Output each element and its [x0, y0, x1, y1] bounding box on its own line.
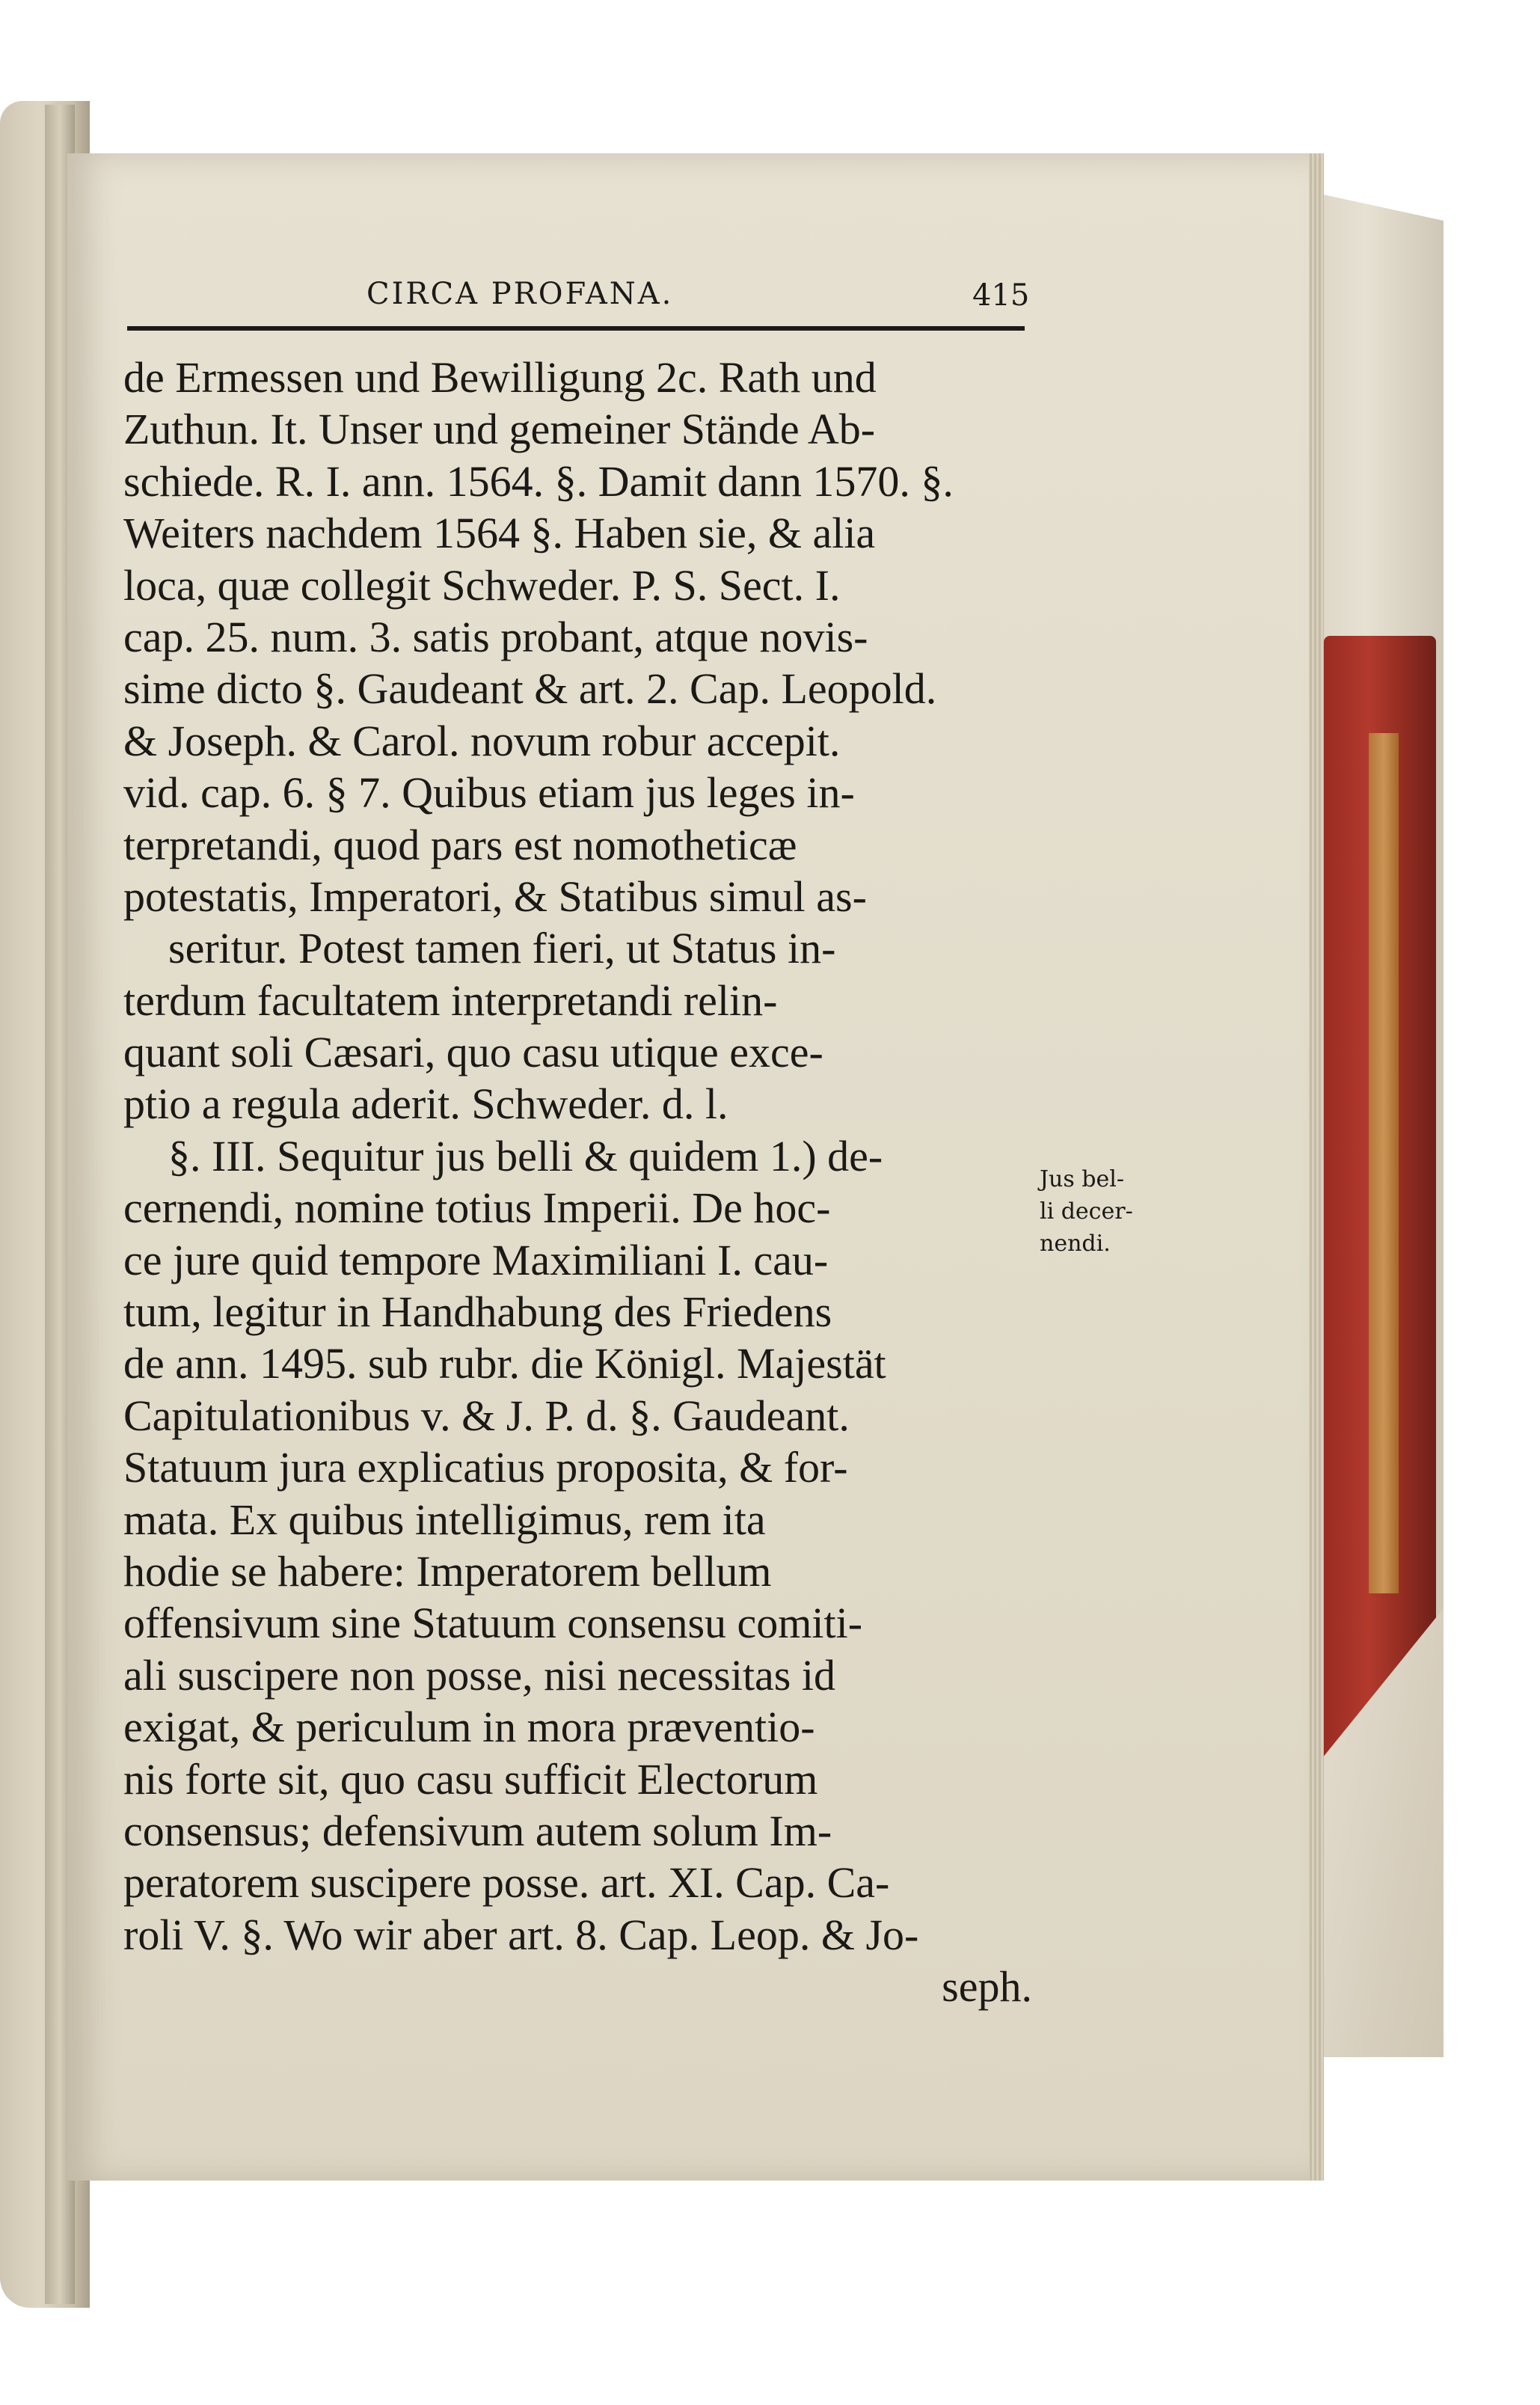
text-line: Zuthun. It. Unser und gemeiner Stände Ab-	[123, 405, 876, 454]
text-line: Statuum jura explicatius proposita, & for-	[123, 1443, 848, 1492]
text-line: ali suscipere non posse, nisi necessitas id	[123, 1650, 835, 1700]
text-line: de ann. 1495. sub rubr. die Königl. Majestät	[123, 1339, 886, 1388]
text-line: Weiters nachdem 1564 §. Haben sie, & alia	[123, 509, 876, 558]
text-line: nis forte sit, quo casu sufficit Electorum	[123, 1754, 818, 1804]
text-line: seph.	[942, 1962, 1032, 2012]
text-line: vid. cap. 6. § 7. Quibus etiam jus leges in-	[123, 768, 855, 818]
text-line: cap. 25. num. 3. satis probant, atque novis-	[123, 612, 868, 661]
header-rule	[127, 326, 1025, 331]
text-line: consensus; defensivum autem solum Im-	[123, 1806, 832, 1855]
text-line: quant soli Cæsari, quo casu utique exce-	[123, 1028, 823, 1077]
page-number: 415	[972, 278, 1030, 313]
text-line: Capitulationibus v. & J. P. d. §. Gaudeant.	[123, 1391, 850, 1440]
margin-note-line: nendi.	[1040, 1231, 1111, 1257]
text-line: terdum facultatem interpretandi relin-	[123, 975, 778, 1025]
text-line: terpretandi, quod pars est nomotheticæ	[123, 820, 797, 869]
text-line: de Ermessen und Bewilligung 2c. Rath und	[123, 353, 877, 402]
running-head: CIRCA PROFANA.	[366, 277, 674, 311]
body-text	[123, 352, 1032, 2013]
margin-note-line: Jus bel-	[1040, 1166, 1124, 1192]
text-line: ptio a regula aderit. Schweder. d. l.	[123, 1079, 728, 1129]
text-line: mata. Ex quibus intelligimus, rem ita	[123, 1495, 766, 1544]
text-line: potestatis, Imperatori, & Statibus simul as-	[123, 871, 867, 921]
text-line: hodie se habere: Imperatorem bellum	[123, 1546, 772, 1596]
text-line: cernendi, nomine totius Imperii. De hoc-	[123, 1183, 831, 1233]
text-line: tum, legitur in Handhabung des Friedens	[123, 1287, 832, 1337]
text-line: & Joseph. & Carol. novum robur accepit.	[123, 716, 841, 765]
margin-note-line: li decer-	[1040, 1198, 1133, 1225]
margin-note	[1040, 1163, 1167, 1260]
text-line: ce jure quid tempore Maximiliani I. cau-	[123, 1235, 829, 1284]
text-line: exigat, & periculum in mora præventio-	[123, 1703, 815, 1752]
text-line: offensivum sine Statuum consensu comiti-	[123, 1599, 863, 1648]
text-line: peratorem suscipere posse. art. XI. Cap. Ca-	[123, 1858, 890, 1908]
text-line: sime dicto §. Gaudeant & art. 2. Cap. Leopold.	[123, 664, 937, 714]
text-line: schiede. R. I. ann. 1564. §. Damit dann 1570. §.	[123, 456, 954, 506]
gilt-spine-decoration	[1369, 733, 1399, 1593]
text-line: §. III. Sequitur jus belli & quidem 1.) de-	[168, 1131, 883, 1180]
text-line: loca, quæ collegit Schweder. P. S. Sect. I.	[123, 560, 841, 610]
text-line: roli V. §. Wo wir aber art. 8. Cap. Leop. & Jo-	[123, 1910, 919, 1959]
text-line: seritur. Potest tamen fieri, ut Status in-	[168, 924, 836, 973]
